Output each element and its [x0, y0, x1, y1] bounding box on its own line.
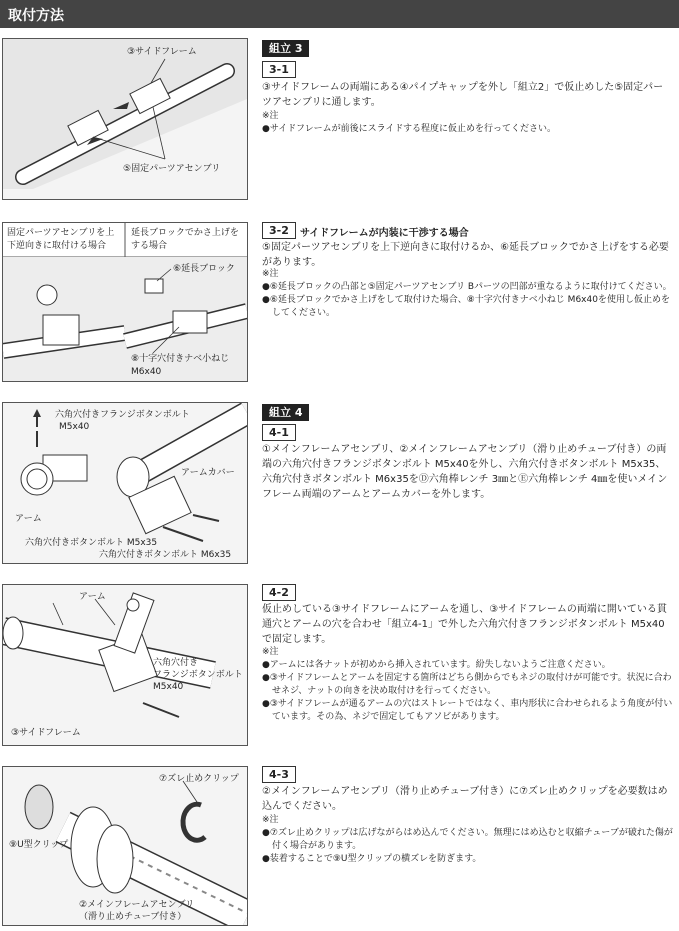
step-4-2-notes — [262, 646, 674, 724]
note-item: ●③サイドフレームとアームを固定する箇所はどちら側からでもネジの取付けが可能です。状況に合わせネジ、ナットの向きを決め取付けを行ってください。 — [262, 673, 672, 696]
note-label: ※注 — [262, 269, 279, 279]
figure-4-1 — [2, 402, 248, 564]
label-screw: ⑧十字穴付きナベ小ねじ — [131, 354, 230, 364]
label-bolt-m5x35: 六角穴付きボタンボルト M5x35 — [25, 538, 158, 548]
note-item: ●アームには各ナットが初めから挿入されています。紛失しないようご注意ください。 — [262, 660, 611, 670]
header-flip-mount: 固定パーツアセンブリを上下逆向きに取付ける場合 — [7, 228, 115, 251]
side-frame-illustration — [3, 39, 247, 199]
note-item: ●装着することで⑨U型クリップの横ズレを防ぎます。 — [262, 854, 482, 864]
note-label: ※注 — [262, 815, 279, 825]
label-arm-cover: アームカバー — [181, 468, 235, 478]
note-label: ※注 — [262, 647, 279, 657]
label-fix-parts: ⑤固定パーツアセンブリ — [123, 164, 221, 174]
step-4-1-body: ①メインフレームアセンブリ、②メインフレームアセンブリ（滑り止めチューブ付き）の両端の六角穴付きフランジボタンボルト M5x40を外し、六角穴付きボタンボルト M5x35、六角穴付きボタンボルト M6x35をⒹ六角棒レンチ 3㎜とⒺ六角棒レンチ 4㎜を使いメインフレーム両端のアームとアームカバーを外します。 — [262, 444, 668, 500]
figure-4-2 — [2, 584, 248, 746]
step-4-1: 4-1 — [262, 424, 296, 441]
label-flange-size: M5x40 — [59, 422, 90, 432]
step-3-2-body: ⑤固定パーツアセンブリを上下逆向きに取付けるか、⑥延長ブロックでかさ上げをする必要があります。 — [262, 242, 669, 268]
label-bolt-m6x35: 六角穴付きボタンボルト M6x35 — [99, 550, 232, 560]
label-bolt-a: 六角穴付き — [153, 658, 199, 668]
note-item: ●③サイドフレームが通るアームの穴はストレートではなく、車内形状に合わせられるよう角度が付いています。その為、ネジで固定してもアソビがあります。 — [262, 699, 673, 722]
step-3-1: 3-1 — [262, 61, 296, 78]
label-arm: アーム — [79, 592, 106, 602]
label-flange-bolt: 六角穴付きフランジボタンボルト — [55, 410, 190, 420]
label-bolt-b: フランジボタンボルト — [153, 670, 243, 680]
step-3-1-notes — [262, 110, 672, 136]
note-item: ●⑥延長ブロックの凸部と⑤固定パーツアセンブリ Bパーツの凹部が重なるように取付けてください。 — [262, 282, 672, 292]
step-4-2: 4-2 — [262, 584, 296, 601]
figure-4-3 — [2, 766, 248, 926]
step-3-1-body: ③サイドフレームの両端にある④パイプキャップを外し「組立2」で仮止めした⑤固定パーツアセンブリに通します。 — [262, 82, 664, 108]
label-side-frame: ③サイドフレーム — [127, 47, 197, 57]
note-item: ●⑥延長ブロックでかさ上げをして取付けた場合、⑧十字穴付きナベ小ねじ M6x40を使用し仮止めをしてください。 — [262, 295, 670, 318]
label-u-clip: ⑨U型クリップ — [9, 840, 69, 850]
label-arm: アーム — [15, 514, 42, 524]
label-main-frame: ②メインフレームアセンブリ — [79, 900, 195, 910]
page-header — [0, 0, 679, 28]
label-bolt-c: M5x40 — [153, 682, 184, 692]
step-3-2: 3-2 — [262, 222, 296, 239]
page-title: 取付方法 — [8, 8, 64, 24]
label-ext-block: ⑥延長ブロック — [173, 264, 235, 274]
label-screw-size: M6x40 — [131, 367, 162, 377]
arm-attachment-illustration — [3, 585, 247, 745]
step-4-2-body: 仮止めしている③サイドフレームにアームを通し、③サイドフレームの両端に開いている貫通穴とアームの穴を合わせ「組立4-1」で外した六角穴付きフランジボタンボルト M5x40で固定します。 — [262, 604, 667, 645]
note-item: ●⑦ズレ止めクリップは広げながらはめ込んでください。無理にはめ込むと収縮チューブが破れた傷が付く場合があります。 — [262, 828, 673, 851]
note-label: ※注 — [262, 111, 279, 121]
step-4-3-body: ②メインフレームアセンブリ（滑り止めチューブ付き）に⑦ズレ止めクリップを必要数はめ込んでください。 — [262, 786, 668, 812]
figure-3-2 — [2, 222, 248, 382]
step-3-2-notes — [262, 268, 672, 320]
step-4-3-notes — [262, 814, 674, 866]
label-tube: （滑り止めチューブ付き） — [79, 912, 187, 922]
label-clip: ⑦ズレ止めクリップ — [159, 774, 239, 784]
header-raise-mount: 延長ブロックでかさ上げをする場合 — [131, 228, 239, 251]
figure-3-1 — [2, 38, 248, 200]
label-side-frame: ③サイドフレーム — [11, 728, 81, 738]
step-3-2-title: サイドフレームが内装に干渉する場合 — [300, 228, 469, 239]
step-4-3: 4-3 — [262, 766, 296, 783]
assembly-4-tag: 組立 4 — [262, 404, 309, 421]
assembly-3-tag: 組立 3 — [262, 40, 309, 57]
note-item: ●サイドフレームが前後にスライドする程度に仮止めを行ってください。 — [262, 124, 557, 134]
